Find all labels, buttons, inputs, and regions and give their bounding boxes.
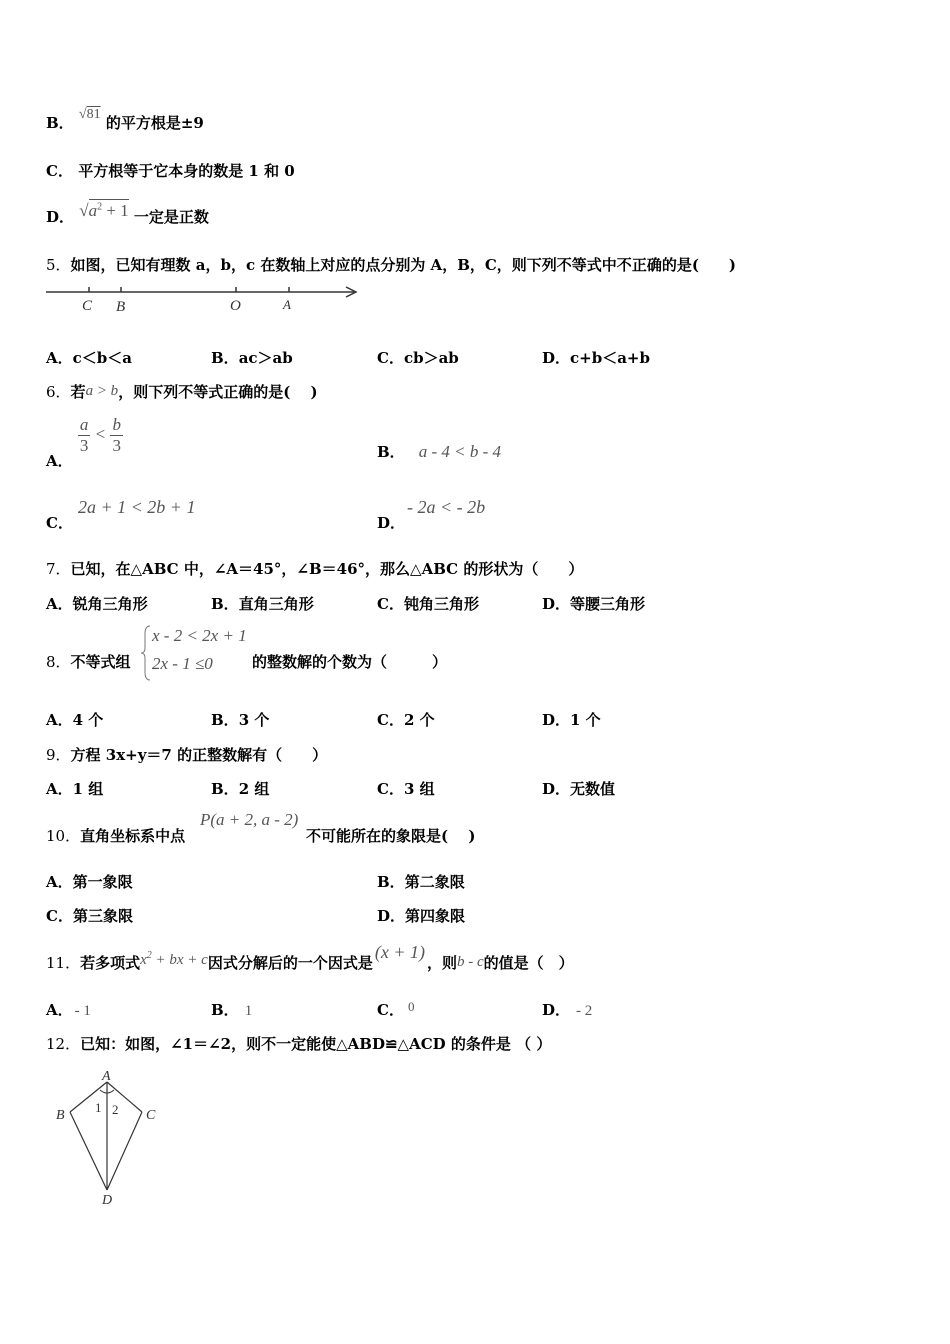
axis-label-b: B [116, 299, 126, 315]
segment-cd [107, 1112, 142, 1190]
question-number: 6． [46, 383, 71, 401]
q10-option-c[interactable]: C．第三象限 [46, 907, 133, 925]
q5-stem [46, 254, 736, 275]
label-a: A [102, 1069, 111, 1084]
question-number: 5． [46, 256, 71, 274]
question-text: 已知：如图，∠1＝∠2，则不一定能使△ABD≌△ACD 的条件是 （ ） [80, 1035, 552, 1053]
number-line-figure [44, 282, 364, 316]
option-text: 一定是正数 [133, 208, 209, 226]
axis-label-a: A [283, 297, 291, 312]
option-label: C． [46, 162, 73, 180]
option-label: B． [46, 114, 74, 132]
axis-label-c: C [82, 298, 93, 314]
q7-option-c[interactable]: C．钝角三角形 [377, 595, 479, 613]
polynomial-expression: $x^2$ + bx + c [140, 950, 208, 968]
q10-option-a[interactable]: A．第一象限 [46, 873, 133, 891]
q10-stem-right: 不可能所在的象限是( ) [306, 827, 476, 845]
q11-stem: 11．若多项式$x^2$ + bx + c因式分解后的一个因式是(x + 1)，则b - c的值是（ ） [46, 942, 574, 972]
segment-bd [70, 1112, 107, 1190]
question-number: 9． [46, 746, 71, 764]
q9-option-c[interactable]: C．3 组 [377, 780, 435, 798]
sqrt-expression: $√a^2 + 1$ [79, 201, 129, 220]
q5-option-c[interactable]: C．cb＞ab [377, 349, 459, 367]
question-number: 10． [46, 827, 81, 845]
q8-stem-right: 的整数解的个数为（ ） [252, 653, 448, 671]
inequality-2: 2x - 1 ≤0 [152, 654, 213, 673]
q6-option-a[interactable]: A． $\frac{a}{3}$ < $\frac{b}{3}$ [46, 415, 121, 470]
label-d: D [102, 1193, 113, 1208]
q6-option-d-expression: - 2a < - 2b [407, 497, 486, 517]
q7-option-b[interactable]: B．直角三角形 [211, 595, 314, 613]
q10-option-b[interactable]: B．第二象限 [377, 873, 465, 891]
q7-option-d[interactable]: D．等腰三角形 [542, 595, 646, 613]
q4-option-b [46, 107, 204, 133]
question-text: 已知，在△ABC 中，∠A＝45°，∠B＝46°，那么△ABC 的形状为（ ） [70, 560, 584, 578]
q8-stem-left: 8．不等式组 [46, 653, 131, 671]
q8-option-b[interactable]: B．3 个 [211, 711, 270, 729]
q7-stem [46, 558, 583, 579]
q10-option-d[interactable]: D．第四象限 [377, 907, 466, 925]
kite-figure [50, 1068, 170, 1210]
q11-option-b[interactable]: B． 1 [211, 1001, 253, 1019]
option-text: 的平方根是±9 [105, 114, 204, 132]
q5-option-a[interactable]: A．c＜b＜a [46, 349, 132, 367]
q8-option-d[interactable]: D．1 个 [542, 711, 601, 729]
q12-stem [46, 1033, 551, 1054]
q6-option-d[interactable]: D． [377, 514, 406, 532]
label-b: B [56, 1108, 65, 1123]
q6-option-c-expression: 2a + 1 < 2b + 1 [78, 497, 196, 517]
question-text: 方程 3x+y＝7 的正整数解有（ ） [70, 746, 328, 764]
q8-option-c[interactable]: C．2 个 [377, 711, 435, 729]
q9-option-d[interactable]: D．无数值 [542, 780, 616, 798]
question-number: 8． [46, 653, 71, 671]
option-text: 平方根等于它本身的数是 1 和 0 [78, 162, 295, 180]
q4-option-d [46, 201, 209, 227]
q10-stem-left: 10．直角坐标系中点 [46, 827, 186, 845]
q5-option-d[interactable]: D．c+b＜a+b [542, 349, 650, 367]
sqrt-expression: √81 [78, 107, 101, 122]
fraction-a-over-3: $\frac{a}{3}$ [79, 415, 89, 455]
brace-icon [140, 624, 152, 682]
q6-option-b[interactable]: B． a - 4 < b - 4 [377, 442, 501, 461]
label-angle-2: 2 [112, 1102, 119, 1117]
q9-option-a[interactable]: A．1 组 [46, 780, 104, 798]
q5-option-b[interactable]: B．ac＞ab [211, 349, 293, 367]
inequality-1: x - 2 < 2x + 1 [152, 626, 247, 645]
b-minus-c-expression: b - c [457, 954, 484, 970]
q11-option-a[interactable]: A． - 1 [46, 1001, 91, 1019]
q7-option-a[interactable]: A．锐角三角形 [46, 595, 148, 613]
question-number: 12． [46, 1035, 81, 1053]
condition-expression: a > b [85, 383, 119, 399]
q6-stem: 6．若a > b，则下列不等式正确的是( ) [46, 383, 318, 401]
factor-expression: (x + 1) [374, 942, 425, 962]
q6-option-c[interactable]: C． [46, 514, 73, 532]
question-number: 11． [46, 954, 81, 972]
q4-option-c [46, 160, 295, 181]
q9-option-b[interactable]: B．2 组 [211, 780, 270, 798]
inequality-system [140, 624, 250, 682]
point-expression: P(a + 2, a - 2) [200, 810, 299, 829]
label-c: C [146, 1108, 156, 1123]
question-text: 如图，已知有理数 a，b，c 在数轴上对应的点分别为 A，B，C，则下列不等式中不正确的是( ) [70, 256, 737, 274]
q11-option-d[interactable]: D． - 2 [542, 1001, 593, 1019]
axis-label-o: O [230, 298, 241, 314]
question-number: 7． [46, 560, 71, 578]
fraction-b-over-3: $\frac{b}{3}$ [112, 415, 121, 455]
q9-stem [46, 744, 327, 765]
label-angle-1: 1 [95, 1100, 102, 1115]
q8-option-a[interactable]: A．4 个 [46, 711, 104, 729]
option-label: D． [46, 208, 75, 226]
q11-option-c[interactable]: C． 0 [377, 999, 415, 1019]
